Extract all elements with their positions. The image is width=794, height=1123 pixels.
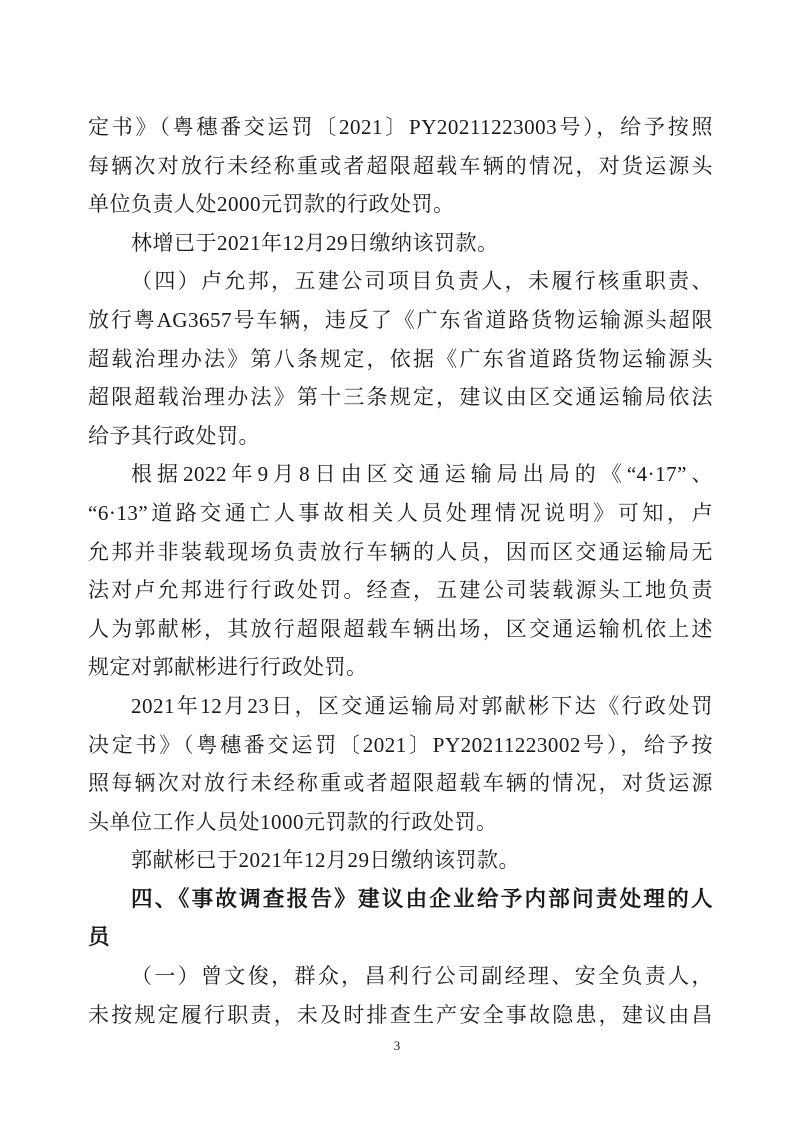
text-line: 超限超载治理办法》第十三条规定，建议由区交通运输局依法 [88, 385, 713, 410]
text-line: 人为郭献彬，其放行超限超载车辆出场，区交通运输机依上述 [88, 616, 713, 641]
text-line: （四）卢允邦，五建公司项目负责人，未履行核重职责、 [131, 269, 713, 294]
text-line: 头单位工作人员处1000元罚款的行政处罚。 [88, 809, 498, 834]
text-line: 每辆次对放行未经称重或者超限超载车辆的情况，对货运源头 [88, 153, 713, 178]
text-line: 允邦并非装载现场负责放行车辆的人员，因而区交通运输局无 [88, 539, 713, 564]
text-line: 2021年12月23日，区交通运输局对郭献彬下达《行政处罚 [131, 693, 713, 718]
text-line: 林增已于2021年12月29日缴纳该罚款。 [131, 230, 499, 255]
heading-line: 员 [88, 925, 111, 950]
text-line: 超载治理办法》第八条规定，依据《广东省道路货物运输源头 [88, 346, 713, 371]
text-line: 法对卢允邦进行行政处罚。经查，五建公司装载源头工地负责 [88, 578, 713, 603]
text-line: 规定对郭献彬进行行政处罚。 [88, 655, 368, 680]
text-line: 未按规定履行职责，未及时排查生产安全事故隐患，建议由昌 [88, 1002, 713, 1027]
text-line: 定书》（粤穗番交运罚〔2021〕PY20211223003号），给予按照 [88, 115, 713, 139]
heading-line: 四、《事故调查报告》建议由企业给予内部问责处理的人 [131, 886, 713, 911]
document-body [88, 108, 713, 1034]
text-line: “6·13”道路交通亡人事故相关人员处理情况说明》可知，卢 [88, 500, 713, 525]
text-line: 郭献彬已于2021年12月29日缴纳该罚款。 [131, 848, 520, 873]
text-line: 照每辆次对放行未经称重或者超限超载车辆的情况，对货运源 [88, 771, 713, 796]
page-number: 3 [393, 1038, 401, 1053]
text-line: （一）曾文俊，群众，昌利行公司副经理、安全负责人， [131, 964, 713, 989]
text-line: 根据2022年9月8日由区交通运输局出局的《“4·17”、 [131, 462, 713, 487]
text-line: 放行粤AG3657号车辆，违反了《广东省道路货物运输源头超限 [88, 307, 713, 332]
text-line: 决定书》（粤穗番交运罚〔2021〕PY20211223002号），给予按 [88, 732, 713, 757]
text-line: 单位负责人处2000元罚款的行政处罚。 [88, 192, 455, 217]
text-line: 给予其行政处罚。 [88, 423, 260, 448]
